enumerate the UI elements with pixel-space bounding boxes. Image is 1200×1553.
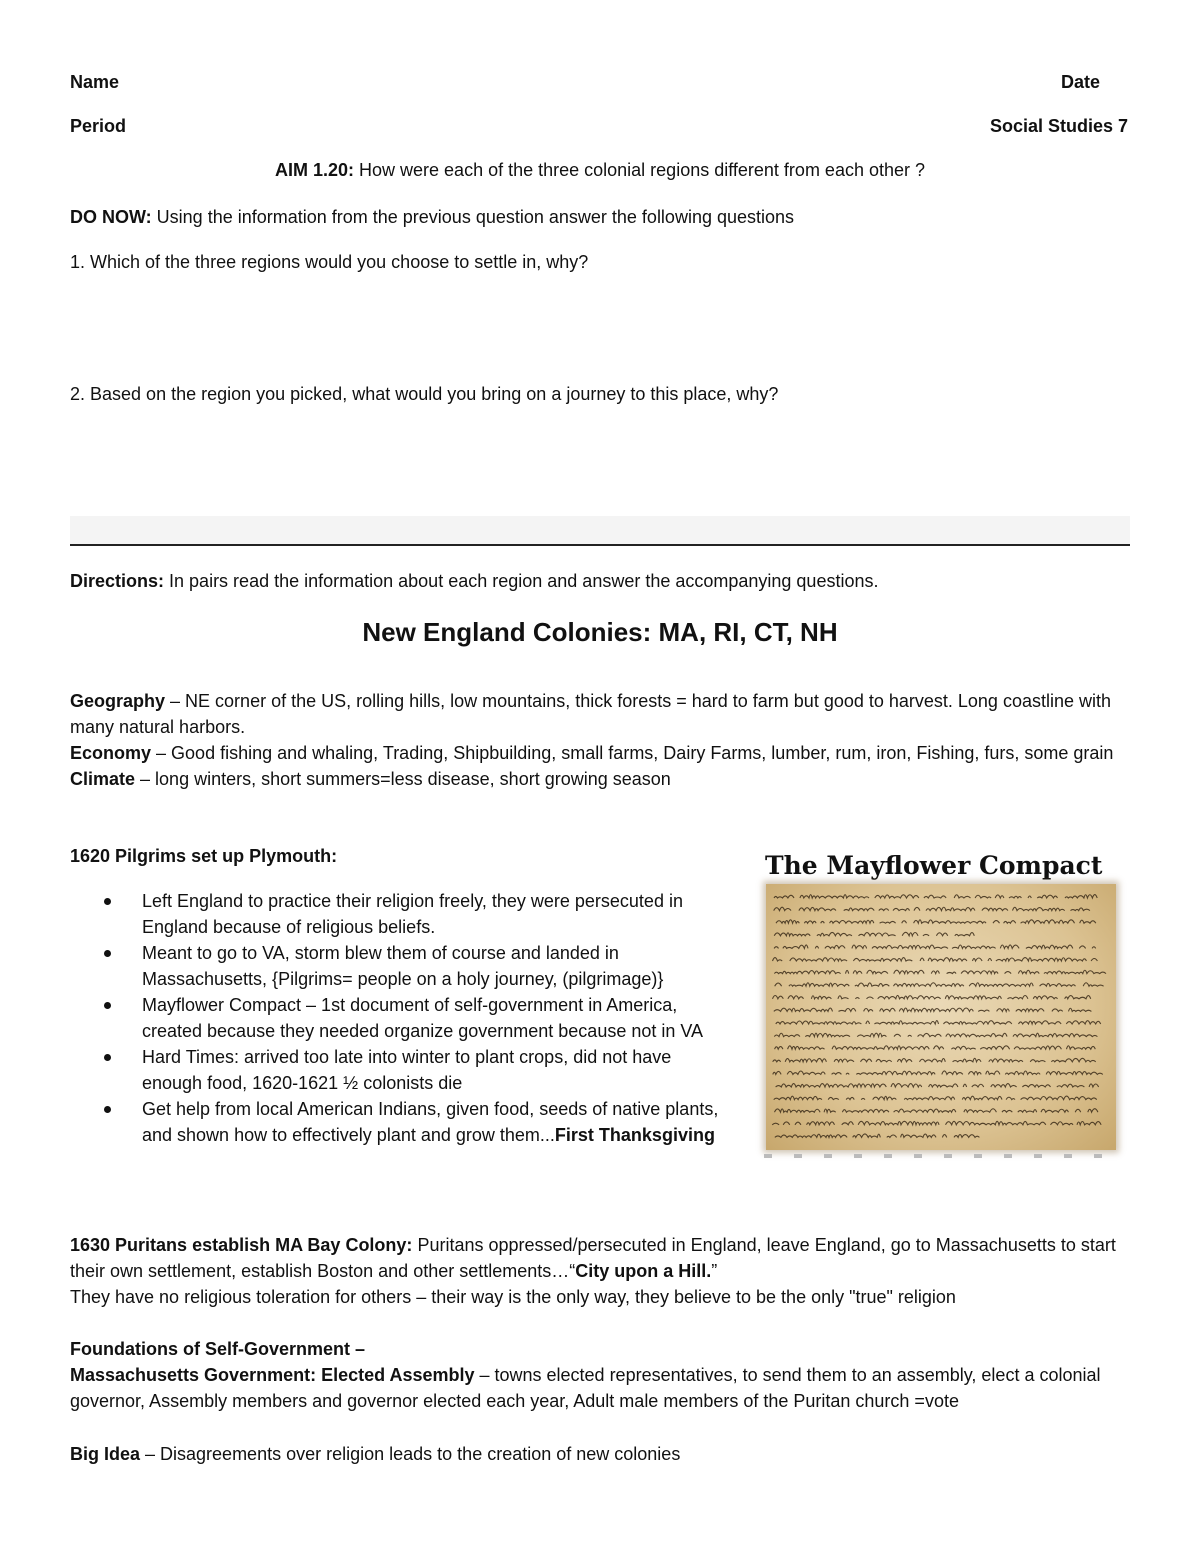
big-idea-text: – Disagreements over religion leads to the creation of new colonies <box>140 1444 681 1464</box>
economy-label: Economy <box>70 743 152 763</box>
handwriting-texture <box>766 884 1116 1150</box>
list-item <box>70 992 730 1044</box>
question-1: 1. Which of the three regions would you choose to settle in, why? <box>70 252 589 272</box>
self-government-heading: Foundations of Self-Government – <box>70 1339 366 1359</box>
list-item <box>70 940 730 992</box>
puritans-line-2: They have no religious toleration for others – their way is the only way, they believe to be the only "true" religion <box>70 1287 956 1307</box>
section-divider <box>70 544 1130 546</box>
economy-text: – Good fishing and whaling, Trading, Shipbuilding, small farms, Dairy Farms, lumber, rum, iron, Fishing, furs, some grain <box>151 743 1114 763</box>
first-thanksgiving: First Thanksgiving <box>554 1125 715 1145</box>
list-item <box>70 888 730 940</box>
economy <box>70 740 1130 766</box>
handwriting-line <box>772 1121 1101 1125</box>
section-title: New England Colonies: MA, RI, CT, NH <box>362 617 838 647</box>
handwriting-line <box>774 907 1098 910</box>
handwriting-line <box>773 1058 1096 1061</box>
bullet-icon <box>104 950 111 957</box>
handwriting-line <box>774 895 1097 898</box>
puritans <box>70 1232 1130 1310</box>
handwriting-line <box>773 995 1096 998</box>
facts <box>70 688 1130 792</box>
date-label: Date <box>1060 72 1100 92</box>
aim <box>0 160 1200 181</box>
big-idea-label: Big Idea <box>70 1444 141 1464</box>
list-item <box>70 1044 730 1096</box>
bullet-icon <box>104 1002 111 1009</box>
pilgrims-heading: 1620 Pilgrims set up Plymouth: <box>70 846 338 866</box>
big-idea <box>70 1441 1130 1467</box>
list-item-text: Left England to practice their religion freely, they were persecuted in England because of religious beliefs. <box>142 891 683 937</box>
handwriting-line <box>775 1046 1096 1049</box>
bullet-icon <box>104 1106 111 1113</box>
handwriting-line <box>774 1008 1098 1011</box>
do-now-label: DO NOW: <box>70 207 152 227</box>
handwriting-line <box>775 1134 987 1137</box>
directions-text: In pairs read the information about each region and answer the accompanying questions. <box>164 571 879 591</box>
name-label: Name <box>70 72 120 92</box>
handwriting-line <box>776 1021 1101 1024</box>
self-government-body <box>70 1362 1130 1414</box>
list-item-text: Hard Times: arrived too late into winter to plant crops, did not have enough food, 1620-1621 ½ colonists die <box>142 1047 672 1093</box>
bullet-icon <box>104 1054 111 1061</box>
quote-end: ” <box>711 1261 718 1281</box>
do-now-text: Using the information from the previous question answer the following questions <box>151 207 795 227</box>
handwriting-line <box>775 1109 1098 1113</box>
subject-label: Social Studies 7 <box>989 116 1128 136</box>
do-now <box>70 204 1130 230</box>
pilgrims-bullets <box>70 888 730 1148</box>
mayflower-compact-image <box>766 884 1116 1150</box>
climate-text: – long winters, short summers=less disease, short growing season <box>135 769 671 789</box>
handwriting-line <box>775 983 1104 986</box>
list-item-text: Get help from local American Indians, given food, seeds of native plants, and shown how to effectively plant and grow them... <box>142 1099 719 1145</box>
answer-area-shading <box>70 516 1130 544</box>
geography <box>70 688 1130 740</box>
image-caption-remnant <box>764 1154 1120 1158</box>
geography-label: Geography <box>70 691 166 711</box>
handwriting-line <box>776 920 1096 923</box>
handwriting-line <box>774 945 1096 948</box>
puritans-quote: City upon a Hill. <box>575 1261 712 1281</box>
period-label: Period <box>70 116 127 136</box>
handwriting-line <box>774 1096 1097 1100</box>
handwriting-line <box>774 932 974 935</box>
question-2: 2. Based on the region you picked, what would you bring on a journey to this place, why? <box>70 384 779 404</box>
self-government-text: – towns elected representatives, to send them to an assembly, elect a colonial governor, Assembly members and governor elected each year, Adult male members of the Puritan church =vote <box>70 1365 1101 1411</box>
mayflower-image-title: The Mayflower Compact <box>765 851 1103 880</box>
geography-text: – NE corner of the US, rolling hills, low mountains, thick forests = hard to farm but good to harvest. Long coastline with many natural harbors. <box>70 691 1111 737</box>
directions <box>70 568 1130 594</box>
bullet-icon <box>104 898 111 905</box>
aim-text: How were each of the three colonial regions different from each other ? <box>354 160 926 180</box>
handwriting-line <box>773 1071 1103 1075</box>
list-item-text: Mayflower Compact – 1st document of self-government in America, created because they needed organize government because not in VA <box>142 995 704 1041</box>
list-item-text: Meant to go to VA, storm blew them of course and landed in Massachusetts, {Pilgrims= people on a holy journey, (pilgrimage)} <box>142 943 664 989</box>
handwriting-line <box>774 970 1113 973</box>
list-item <box>70 1096 730 1148</box>
handwriting-line <box>776 1084 1103 1087</box>
self-government-label: Massachusetts Government: Elected Assembly <box>70 1365 475 1385</box>
aim-label: AIM 1.20: <box>274 160 355 180</box>
climate <box>70 766 1130 792</box>
handwriting-line <box>773 958 1098 961</box>
directions-label: Directions: <box>70 571 165 591</box>
puritans-label: 1630 Puritans establish MA Bay Colony: <box>70 1235 413 1255</box>
puritans-text: Puritans oppressed/persecuted in England, leave England, go to Massachusetts to start their own settlement, establish Boston and other settlements…“ <box>70 1235 1116 1281</box>
self-government <box>70 1336 1130 1414</box>
handwriting-line <box>774 1033 1097 1036</box>
climate-label: Climate <box>70 769 136 789</box>
